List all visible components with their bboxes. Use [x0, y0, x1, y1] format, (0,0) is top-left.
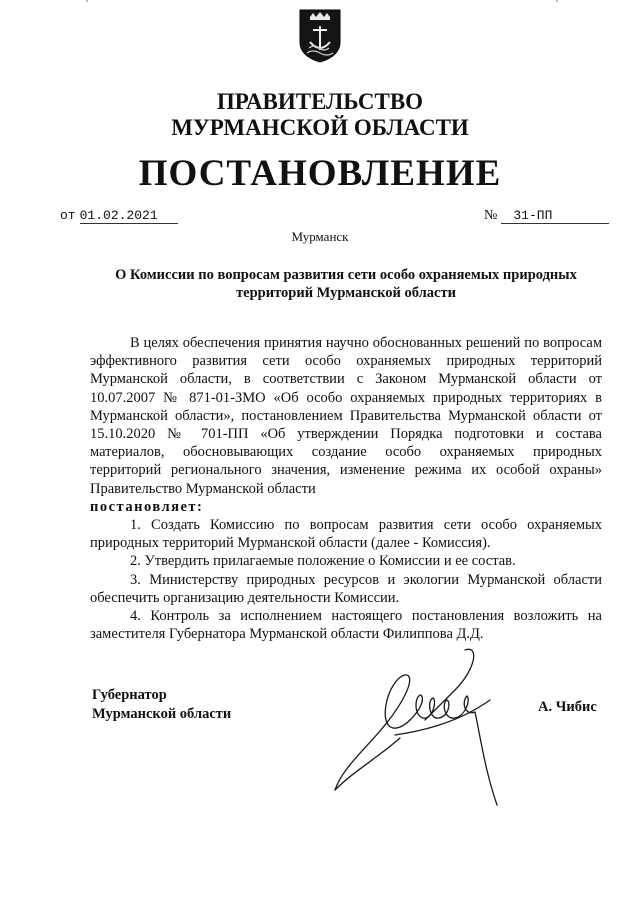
scan-edge-right — [556, 0, 558, 2]
item-3: 3. Министерству природных ресурсов и экологии Мурманской области обеспечить организацию деятельности Комиссии. — [90, 571, 602, 606]
number-prefix: № — [484, 208, 498, 223]
number-block — [484, 206, 609, 224]
signatory-name: А. Чибис — [538, 699, 597, 715]
subject-line-2: территорий Мурманской области — [236, 285, 456, 301]
subject-line-1: О Комиссии по вопросам развития сети особо охраняемых природных — [115, 267, 577, 283]
item-4: 4. Контроль за исполнением настоящего постановления возложить на заместителя Губернатора Мурманской области Филиппова Д.Д. — [90, 608, 602, 643]
coat-of-arms-icon — [296, 8, 344, 64]
position-line-1: Губернатор — [92, 687, 167, 703]
date-block — [60, 206, 178, 224]
preamble-text: В целях обеспечения принятия научно обоснованных решений по вопросам эффективного развития сети особо охраняемых природных территорий Мурманской области, в соответствии с Законом Мурманской области от 10.07.2007 № 871-01-ЗМО «Об особо охраняемых природных территориях в Мурманской области», постановлением Правительства Мурманской области от 15.10.2020 № 701-ПП «Об утверждении Порядка подготовки и состава материалов, обосновывающих создание особо охраняемых природных территорий регионального значения, изменение режима их особой охраны» Правительство Мурманской области — [90, 335, 602, 497]
scan-edge-left — [86, 0, 88, 2]
date-prefix: от — [60, 208, 76, 223]
city: Мурманск — [291, 229, 349, 244]
item-2: 2. Утвердить прилагаемые положение о Комиссии и ее состав. — [130, 553, 516, 570]
preamble — [90, 334, 602, 498]
handwritten-signature — [325, 640, 525, 840]
document-type: ПОСТАНОВЛЕНИЕ — [138, 153, 502, 194]
document-number: 31-ПП — [501, 208, 609, 224]
org-line-2: МУРМАНСКОЙ ОБЛАСТИ — [171, 115, 469, 140]
document-date: 01.02.2021 — [80, 208, 178, 224]
resolves-word: постановляет: — [90, 498, 204, 515]
signatory-position — [92, 686, 231, 724]
subject-heading — [90, 266, 602, 302]
body-text — [90, 334, 602, 643]
item-1: 1. Создать Комиссию по вопросам развития сети особо охраняемых природных территорий Мурманской области (далее - Комиссия). — [90, 517, 602, 552]
position-line-2: Мурманской области — [92, 706, 232, 722]
org-line-1: ПРАВИТЕЛЬСТВО — [216, 89, 424, 114]
